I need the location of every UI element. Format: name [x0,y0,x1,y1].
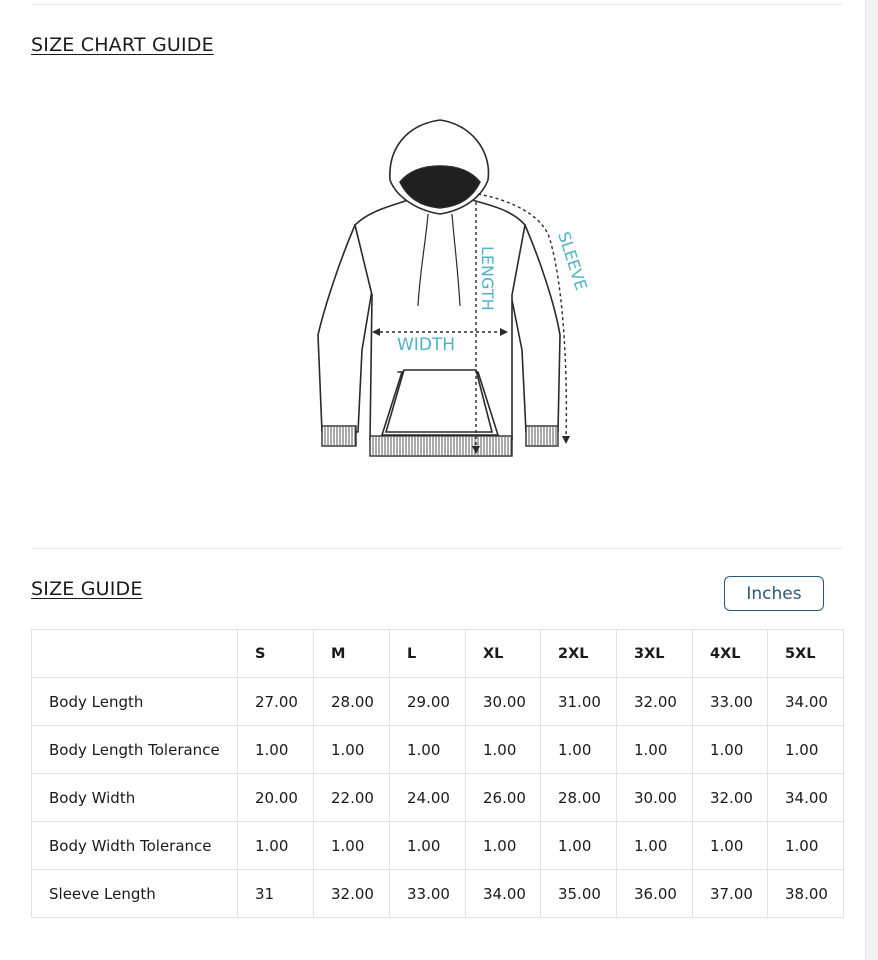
section-divider [31,548,843,549]
table-cell: 1.00 [314,822,390,870]
table-cell: 34.00 [466,870,541,918]
table-cell: 32.00 [617,678,693,726]
size-header: XL [466,630,541,678]
sleeve-arrow-bottom [562,436,570,444]
sleeve-label: SLEEVE [554,229,591,293]
table-cell: 32.00 [314,870,390,918]
row-label: Body Width Tolerance [32,822,238,870]
table-cell: 1.00 [693,726,768,774]
table-cell: 1.00 [617,726,693,774]
size-table [31,629,844,918]
table-cell: 1.00 [768,726,844,774]
table-cell: 20.00 [238,774,314,822]
hoodie-measurement-diagram [300,110,620,470]
table-row [32,822,844,870]
size-header: 2XL [541,630,617,678]
size-header: M [314,630,390,678]
table-cell: 36.00 [617,870,693,918]
table-cell: 1.00 [541,822,617,870]
table-cell: 22.00 [314,774,390,822]
size-header: 3XL [617,630,693,678]
row-label: Body Width [32,774,238,822]
size-header: 5XL [768,630,844,678]
table-cell: 1.00 [541,726,617,774]
table-cell: 30.00 [466,678,541,726]
table-cell: 1.00 [466,726,541,774]
size-chart-guide-heading: SIZE CHART GUIDE [31,34,214,56]
table-cell: 34.00 [768,774,844,822]
table-cell: 29.00 [390,678,466,726]
table-cell: 1.00 [768,822,844,870]
table-row [32,774,844,822]
table-cell: 28.00 [314,678,390,726]
row-label: Body Length [32,678,238,726]
table-row [32,870,844,918]
table-cell: 24.00 [390,774,466,822]
table-cell: 31 [238,870,314,918]
table-cell: 34.00 [768,678,844,726]
table-cell: 1.00 [238,822,314,870]
table-cell: 28.00 [541,774,617,822]
table-cell: 1.00 [238,726,314,774]
table-cell: 31.00 [541,678,617,726]
table-corner-cell [32,630,238,678]
row-label: Sleeve Length [32,870,238,918]
size-guide-heading: SIZE GUIDE [31,578,143,600]
table-header-row [32,630,844,678]
table-cell: 37.00 [693,870,768,918]
inches-unit-button[interactable]: Inches [724,576,824,611]
table-cell: 1.00 [390,822,466,870]
table-cell: 33.00 [390,870,466,918]
table-row [32,726,844,774]
table-cell: 30.00 [617,774,693,822]
left-cuff [322,426,356,446]
size-header: L [390,630,466,678]
row-label: Body Length Tolerance [32,726,238,774]
width-label: WIDTH [397,335,456,355]
table-cell: 33.00 [693,678,768,726]
size-header: S [238,630,314,678]
table-cell: 38.00 [768,870,844,918]
table-cell: 1.00 [617,822,693,870]
table-cell: 27.00 [238,678,314,726]
table-cell: 26.00 [466,774,541,822]
table-cell: 1.00 [390,726,466,774]
page-scrollbar[interactable] [865,0,878,960]
table-cell: 1.00 [466,822,541,870]
size-header: 4XL [693,630,768,678]
top-divider [31,4,843,5]
table-cell: 1.00 [314,726,390,774]
length-label: LENGTH [478,246,497,311]
table-cell: 35.00 [541,870,617,918]
table-cell: 32.00 [693,774,768,822]
table-row [32,678,844,726]
table-cell: 1.00 [693,822,768,870]
